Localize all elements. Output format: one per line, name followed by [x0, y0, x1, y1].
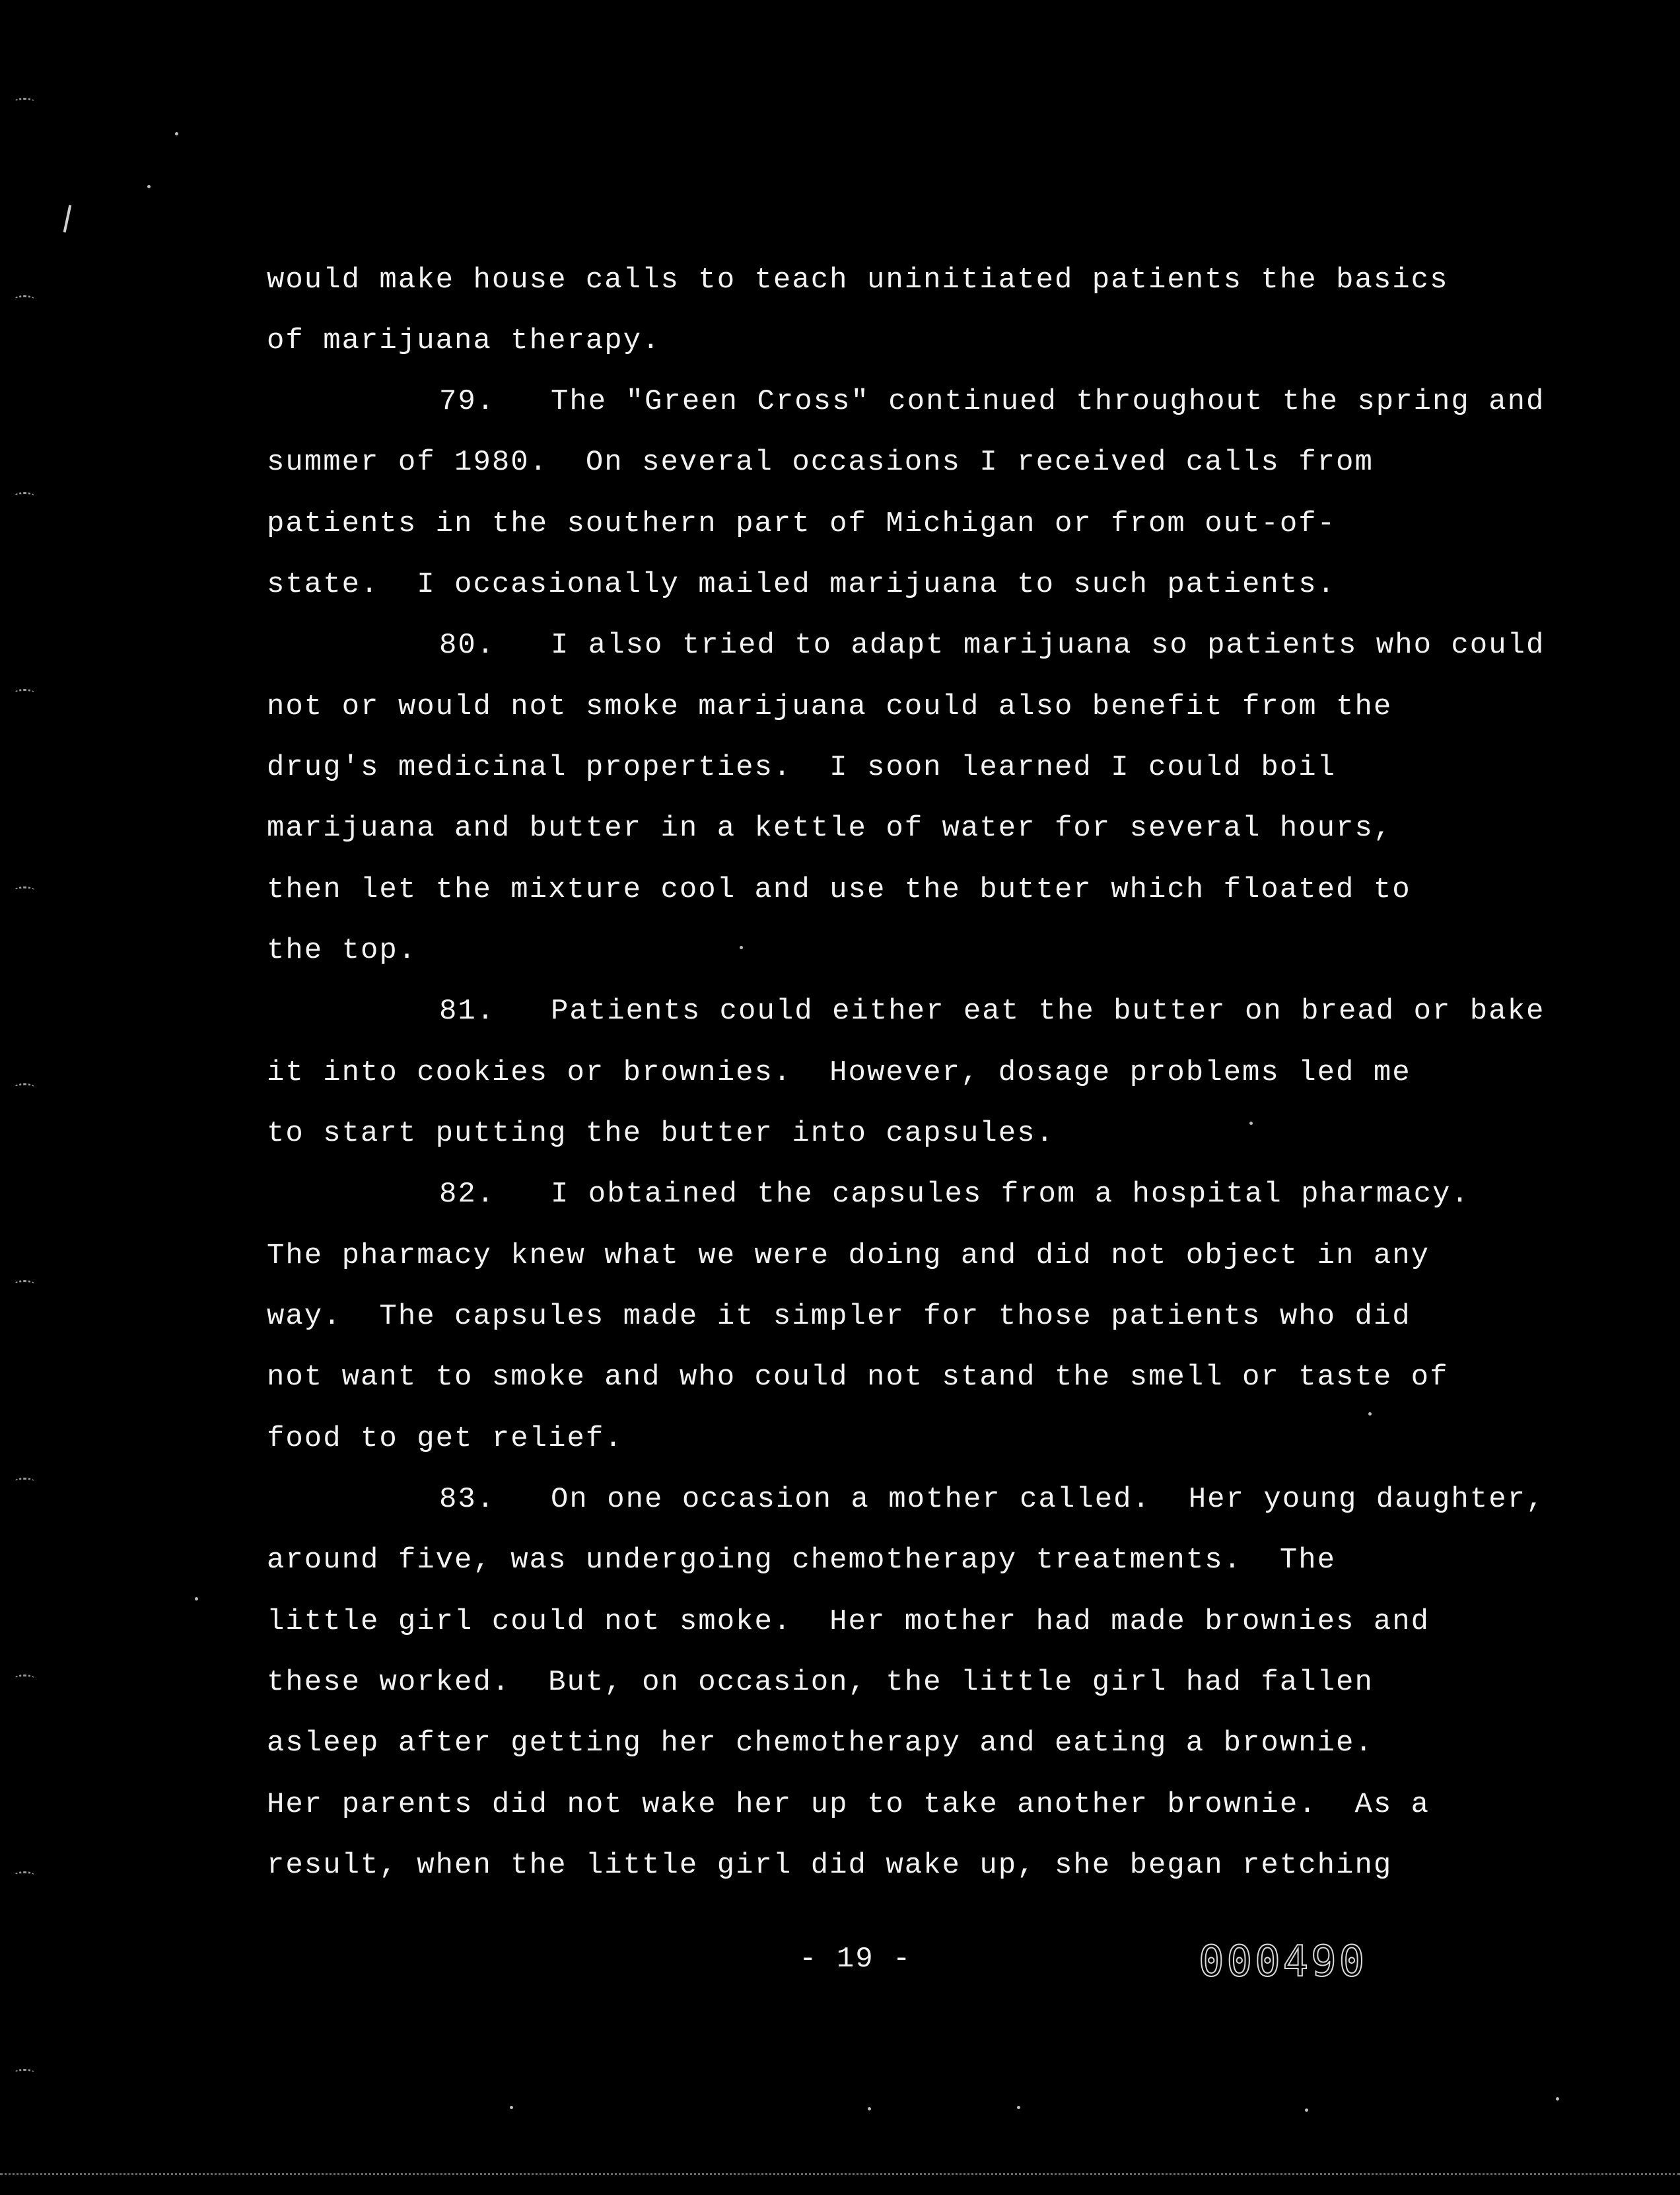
scan-speck	[868, 2107, 871, 2110]
scan-speck	[1305, 2108, 1308, 2112]
text-line: of marijuana therapy.	[267, 324, 661, 357]
text-line: to start putting the butter into capsules.	[267, 1117, 1055, 1150]
scan-speck	[175, 132, 178, 135]
text-line: then let the mixture cool and use the butter which floated to	[267, 873, 1411, 906]
text-line: summer of 1980. On several occasions I received calls from	[267, 446, 1374, 479]
text-line: would make house calls to teach uninitiated patients the basics	[267, 264, 1449, 297]
text-line: little girl could not smoke. Her mother had made brownies and	[267, 1605, 1430, 1638]
margin-mark	[15, 98, 34, 105]
margin-mark	[15, 886, 34, 894]
bates-number-stamp: 000490	[1199, 1937, 1368, 1986]
scan-speck	[1368, 1412, 1372, 1416]
scan-speck	[1249, 1122, 1253, 1125]
text-line: asleep after getting her chemotherapy and eating a brownie.	[267, 1727, 1374, 1760]
paragraph-number: 79.	[439, 385, 496, 418]
margin-mark	[15, 2069, 34, 2076]
margin-mark	[15, 689, 34, 696]
text-line: The pharmacy knew what we were doing and did not object in any	[267, 1239, 1430, 1272]
scan-speck	[510, 2106, 513, 2109]
scan-speck	[195, 1597, 198, 1601]
text-line: these worked. But, on occasion, the little girl had fallen	[267, 1666, 1374, 1699]
margin-mark	[15, 1280, 34, 1287]
paragraph-number: 81.	[439, 995, 496, 1028]
margin-mark	[15, 1478, 34, 1485]
scan-speck	[1556, 2097, 1559, 2101]
scan-speck	[740, 946, 743, 949]
paragraph-number: 80.	[439, 629, 496, 662]
text-line: not want to smoke and who could not stand the smell or taste of	[267, 1361, 1449, 1394]
scan-bottom-edge	[0, 2173, 1680, 2175]
margin-mark	[15, 1674, 34, 1682]
text-line: food to get relief.	[267, 1422, 623, 1455]
text-line: the top.	[267, 934, 417, 967]
paragraph-first-line: On one occasion a mother called. Her young daughter,	[551, 1483, 1545, 1516]
margin-tick-mark	[63, 205, 72, 233]
text-line: not or would not smoke marijuana could also benefit from the	[267, 690, 1393, 723]
paragraph-number: 83.	[439, 1483, 496, 1516]
margin-mark	[15, 1083, 34, 1091]
paragraph-number: 82.	[439, 1178, 496, 1211]
text-line: result, when the little girl did wake up, she began retching	[267, 1849, 1393, 1882]
paragraph-first-line: I obtained the capsules from a hospital pharmacy.	[551, 1178, 1470, 1211]
paragraph-first-line: I also tried to adapt marijuana so patients who could	[551, 629, 1545, 662]
text-line: it into cookies or brownies. However, dosage problems led me	[267, 1056, 1411, 1089]
paragraph-first-line: The "Green Cross" continued throughout the spring and	[551, 385, 1545, 418]
scan-speck	[147, 185, 151, 188]
text-line: marijuana and butter in a kettle of water for several hours,	[267, 812, 1393, 845]
text-line: around five, was undergoing chemotherapy treatments. The	[267, 1544, 1337, 1577]
text-line: way. The capsules made it simpler for those patients who did	[267, 1300, 1411, 1333]
text-line: Her parents did not wake her up to take another brownie. As a	[267, 1788, 1430, 1821]
paragraph-first-line: Patients could either eat the butter on bread or bake	[551, 995, 1545, 1028]
margin-mark	[15, 492, 34, 499]
text-line: patients in the southern part of Michigan or from out-of-	[267, 507, 1337, 540]
page-number: - 19 -	[799, 1943, 912, 1976]
margin-mark	[15, 295, 34, 303]
text-line: state. I occasionally mailed marijuana to such patients.	[267, 568, 1337, 601]
scan-speck	[1017, 2106, 1020, 2109]
margin-mark	[15, 1871, 34, 1879]
text-line: drug's medicinal properties. I soon learned I could boil	[267, 751, 1337, 784]
